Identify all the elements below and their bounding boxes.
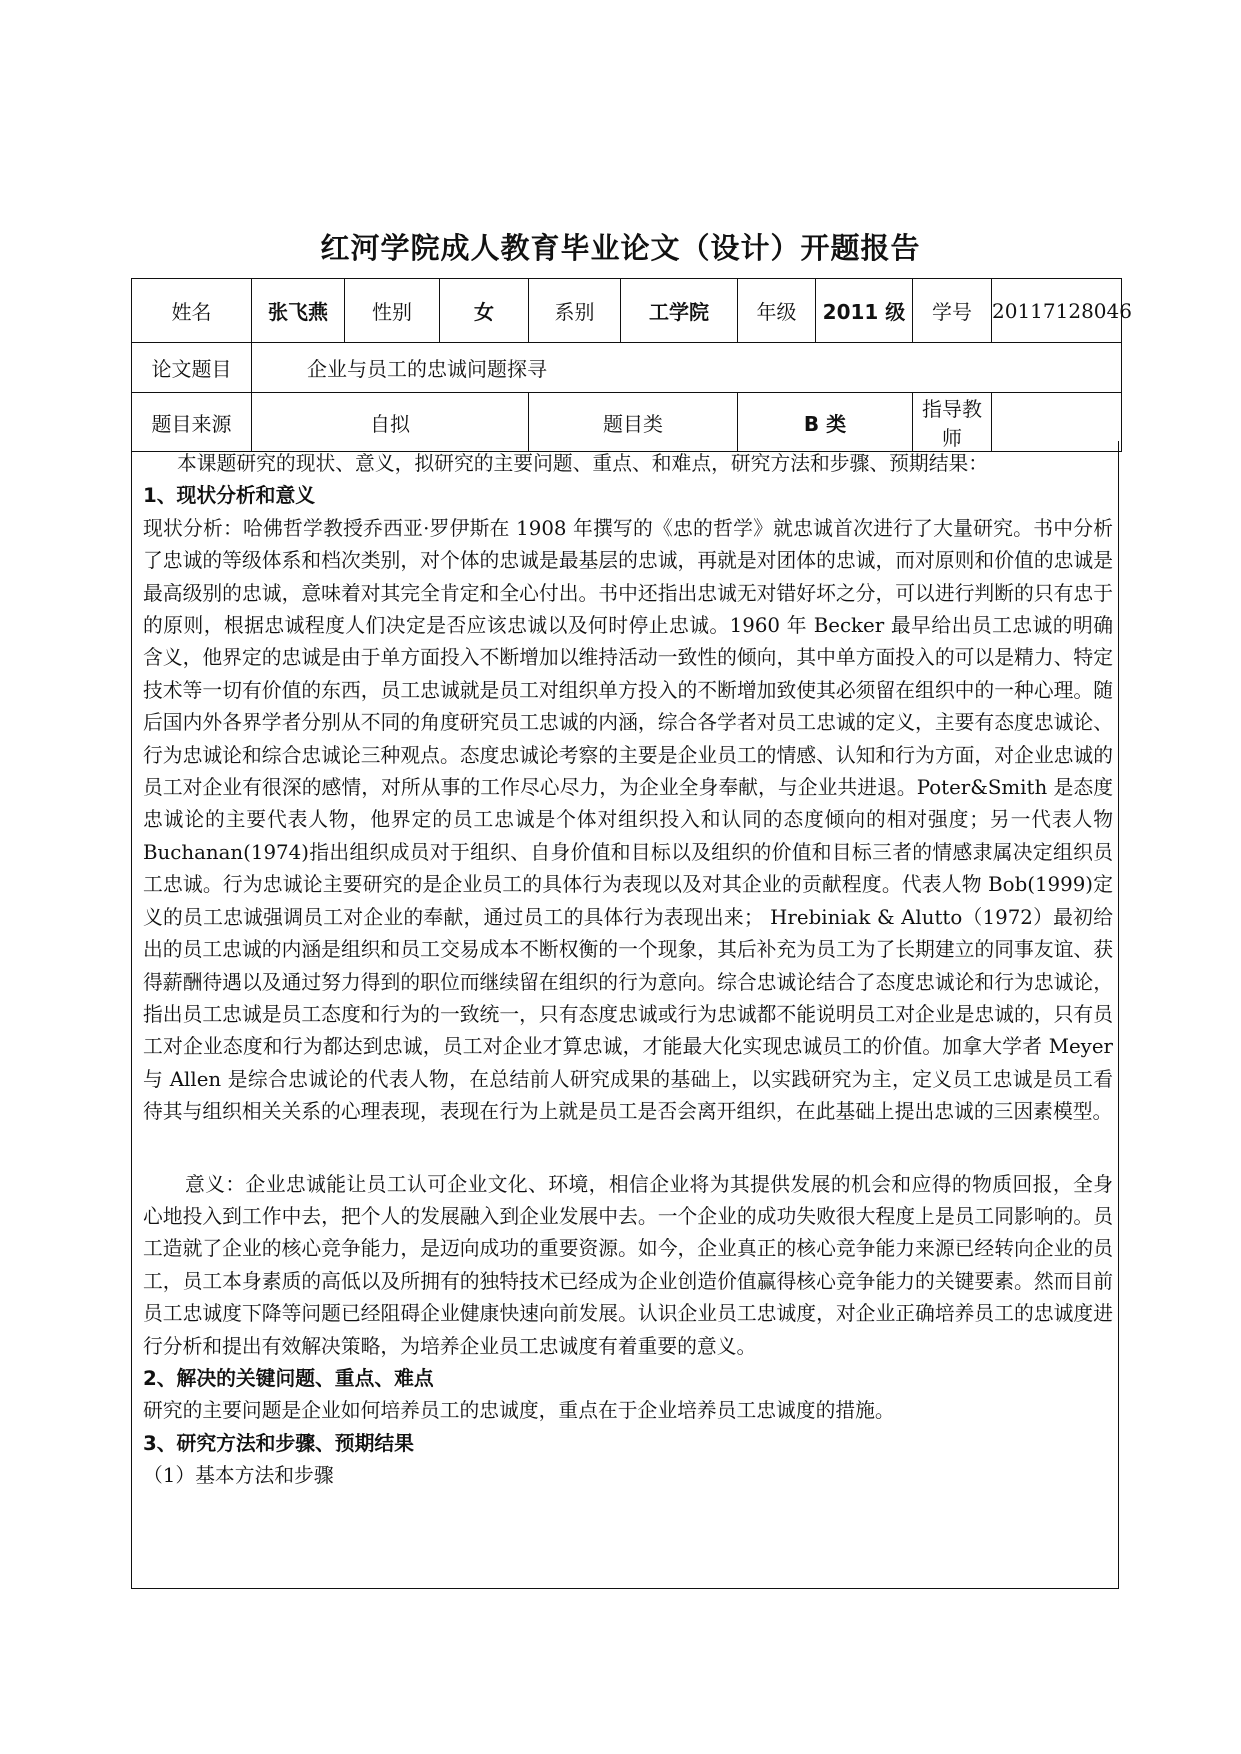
category-label: 题目类 — [529, 393, 738, 452]
grade-label: 年级 — [738, 279, 816, 343]
info-row-1 — [132, 279, 1122, 343]
spacer — [143, 1129, 1113, 1169]
content-body — [143, 448, 1113, 1493]
intro-text: 本课题研究的现状、意义，拟研究的主要问题、重点、和难点，研究方法和步骤、预期结果： — [177, 452, 989, 475]
section-heading-3: 3、研究方法和步骤、预期结果 — [143, 1431, 414, 1455]
paragraph-status: 现状分析：哈佛哲学教授乔西亚·罗伊斯在 1908 年撰写的《忠的哲学》就忠诚首次进行了大量研究。书中分析了忠诚的等级体系和档次类别，对个体的忠诚是最基层的忠诚，再就是对团体的忠诚，而对原则和价值的忠诚是最高级别的忠诚，意味着对其完全肯定和全心付出。书中还指出忠诚无对错好坏之分，可以进行判断的只有忠于的原则，根据忠诚程度人们决定是否应该忠诚以及何时停止忠诚。1960 年 Becker 最早给出员工忠诚的明确含义，他界定的忠诚是由于单方面投入不断增加以维持活动一致性的倾向，其中单方面投入的可以是精力、特定技术等一切有价值的东西，员工忠诚就是员工对组织单方投入的不断增加致使其必须留在组织中的一种心理。随后国内外各界学者分别从不同的角度研究员工忠诚的内涵，综合各学者对员工忠诚的定义，主要有态度忠诚论、行为忠诚论和综合忠诚论三种观点。态度忠诚论考察的主要是企业员工的情感、认知和行为方面，对企业忠诚的员工对企业有很深的感情，对所从事的工作尽心尽力，为企业全身奉献，与企业共进退。Poter&Smith 是态度忠诚论的主要代表人物，他界定的员工忠诚是个体对组织投入和认同的态度倾向的相对强度；另一代表人物 Buchanan(1974)指出组织成员对于组织、自身价值和目标以及组织的价值和目标三者的情感隶属决定组织员工忠诚。行为忠诚论主要研究的是企业员工的具体行为表现以及对其企业的贡献程度。代表人物 Bob(1999)定义的员工忠诚强调员工对企业的奉献，通过员工的具体行为表现出来； Hrebiniak & Alutto（1972）最初给出的员工忠诚的内涵是组织和员工交易成本不断权衡的一个现象，其后补充为员工为了长期建立的同事友谊、获得薪酬待遇以及通过努力得到的职位而继续留在组织的行为意向。综合忠诚论结合了态度忠诚论和行为忠诚论，指出员工忠诚是员工态度和行为的一致统一，只有态度忠诚或行为忠诚都不能说明员工对企业是忠诚的，只有员工对企业态度和行为都达到忠诚，员工对企业才算忠诚，才能最大化实现忠诚员工的价值。加拿大学者 Meyer 与 Allen 是综合忠诚论的代表人物，在总结前人研究成果的基础上，以实践研究为主，定义员工忠诚是员工看待其与组织相关关系的心理表现，表现在行为上就是员工是否会离开组织，在此基础上提出忠诚的三因素模型。 — [143, 516, 1113, 1124]
id-label: 学号 — [913, 279, 992, 343]
gender-value: 女 — [440, 279, 529, 343]
source-value: 自拟 — [252, 393, 529, 452]
section-heading-2: 2、解决的关键问题、重点、难点 — [143, 1366, 434, 1390]
dept-value: 工学院 — [621, 279, 738, 343]
topic-label: 论文题目 — [132, 343, 252, 393]
grade-value: 2011 级 — [816, 279, 913, 343]
info-table — [131, 278, 1132, 452]
id-value: 20117128046 — [992, 279, 1122, 343]
topic-value: 企业与员工的忠诚问题探寻 — [252, 343, 1122, 393]
category-value: B 类 — [738, 393, 913, 452]
paragraph-key-issues: 研究的主要问题是企业如何培养员工的忠诚度，重点在于企业培养员工忠诚度的措施。 — [143, 1399, 895, 1423]
info-row-2 — [132, 343, 1122, 393]
dept-label: 系别 — [529, 279, 621, 343]
section-heading-1: 1、现状分析和意义 — [143, 484, 316, 508]
advisor-label: 指导教师 — [913, 393, 992, 452]
gender-label: 性别 — [345, 279, 440, 343]
name-label: 姓名 — [132, 279, 252, 343]
name-value: 张飞燕 — [252, 279, 345, 343]
source-label: 题目来源 — [132, 393, 252, 452]
paragraph-methods: （1）基本方法和步骤 — [143, 1464, 334, 1488]
paragraph-significance: 意义：企业忠诚能让员工认可企业文化、环境，相信企业将为其提供发展的机会和应得的物质回报，全身心地投入到工作中去，把个人的发展融入到企业发展中去。一个企业的成功失败很大程度上是员工同影响的。员工造就了企业的核心竞争能力，是迈向成功的重要资源。如今，企业真正的核心竞争能力来源已经转向企业的员工，员工本身素质的高低以及所拥有的独特技术已经成为企业创造价值赢得核心竞争能力的关键要素。然而目前员工忠诚度下降等问题已经阻碍企业健康快速向前发展。认识企业员工忠诚度，对企业正确培养员工的忠诚度进行分析和提出有效解决策略，为培养企业员工忠诚度有着重要的意义。 — [143, 1172, 1113, 1358]
page-title: 红河学院成人教育毕业论文（设计）开题报告 — [320, 231, 921, 265]
